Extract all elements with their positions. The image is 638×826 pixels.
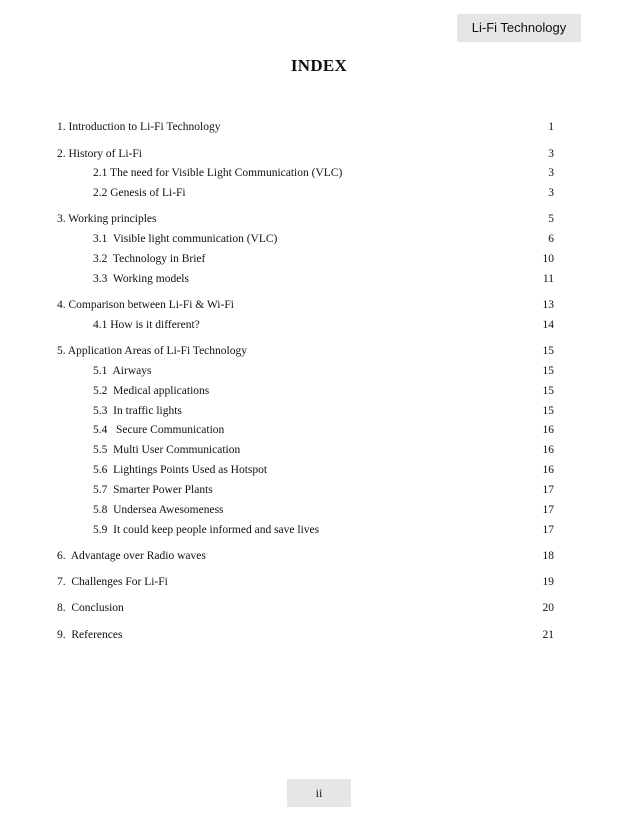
toc-entry-label: 5.3 In traffic lights — [93, 405, 182, 417]
toc-entry-page: 13 — [542, 299, 554, 311]
toc-entry-label: 2. History of Li-Fi — [57, 148, 142, 160]
toc-entry-page: 14 — [542, 319, 554, 331]
toc-entry — [0, 250, 638, 268]
toc-entry-label: 2.2 Genesis of Li-Fi — [93, 187, 186, 199]
toc-entry — [0, 501, 638, 519]
toc-entry-label: 7. Challenges For Li-Fi — [57, 576, 168, 588]
toc-entry-label: 3. Working principles — [57, 213, 157, 225]
toc-entry-label: 5.1 Airways — [93, 365, 152, 377]
running-header: Li-Fi Technology — [457, 14, 581, 42]
toc-entry-page: 15 — [542, 385, 554, 397]
toc-entry-label: 5. Application Areas of Li-Fi Technology — [57, 345, 247, 357]
toc-entry-page: 3 — [548, 167, 554, 179]
page-title: INDEX — [290, 56, 348, 75]
toc-entry — [0, 184, 638, 202]
toc-entry — [0, 547, 638, 565]
toc-entry-page: 1 — [548, 121, 554, 133]
toc-entry-label: 2.1 The need for Visible Light Communication (VLC) — [93, 167, 343, 179]
toc-entry — [0, 599, 638, 617]
toc-entry — [0, 626, 638, 644]
toc-entry-label: 4.1 How is it different? — [93, 319, 200, 331]
toc-entry-page: 16 — [542, 424, 554, 436]
toc-entry-page: 16 — [542, 444, 554, 456]
toc-entry-label: 3.3 Working models — [93, 273, 189, 285]
toc-entry — [0, 521, 638, 539]
toc-entry-page: 20 — [542, 602, 554, 614]
toc-entry-page: 15 — [542, 345, 554, 357]
toc-entry — [0, 573, 638, 591]
toc-entry — [0, 316, 638, 334]
toc-entry-page: 5 — [548, 213, 554, 225]
toc-entry-label: 5.8 Undersea Awesomeness — [93, 504, 224, 516]
toc-entry-page: 15 — [542, 365, 554, 377]
toc-entry-label: 5.6 Lightings Points Used as Hotspot — [93, 464, 268, 476]
toc-entry — [0, 145, 638, 163]
toc-entry-page: 10 — [542, 253, 554, 265]
toc-entry — [0, 402, 638, 420]
toc-entry-label: 3.1 Visible light communication (VLC) — [93, 233, 278, 245]
toc-entry — [0, 296, 638, 314]
toc-entry — [0, 118, 638, 136]
toc-entry-page: 16 — [542, 464, 554, 476]
toc-entry-label: 3.2 Technology in Brief — [93, 253, 206, 265]
toc-entry-label: 1. Introduction to Li-Fi Technology — [57, 121, 221, 133]
toc-entry-label: 9. References — [57, 629, 123, 641]
toc-entry-label: 4. Comparison between Li-Fi & Wi-Fi — [57, 299, 234, 311]
toc-entry-page: 3 — [548, 187, 554, 199]
toc-entry-page: 17 — [542, 484, 554, 496]
toc-entry — [0, 210, 638, 228]
toc-entry — [0, 481, 638, 499]
toc-entry-page: 18 — [542, 550, 554, 562]
toc-entry-page: 17 — [542, 504, 554, 516]
page-number: ii — [287, 779, 351, 807]
toc-entry-page: 11 — [542, 273, 554, 285]
toc-entry — [0, 461, 638, 479]
toc-entry-page: 21 — [542, 629, 554, 641]
toc-entry — [0, 164, 638, 182]
toc-entry — [0, 342, 638, 360]
toc-entry-label: 8. Conclusion — [57, 602, 124, 614]
toc-entry — [0, 230, 638, 248]
toc-entry-label: 6. Advantage over Radio waves — [57, 550, 206, 562]
toc-entry — [0, 382, 638, 400]
toc-entry-label: 5.7 Smarter Power Plants — [93, 484, 213, 496]
toc-entry — [0, 362, 638, 380]
toc-entry-page: 3 — [548, 148, 554, 160]
toc-entry-label: 5.5 Multi User Communication — [93, 444, 241, 456]
toc-entry-page: 19 — [542, 576, 554, 588]
toc-entry-page: 6 — [548, 233, 554, 245]
toc-entry — [0, 421, 638, 439]
toc-entry-label: 5.2 Medical applications — [93, 385, 210, 397]
toc-entry-page: 17 — [542, 524, 554, 536]
toc-entry-label: 5.4 Secure Communication — [93, 424, 225, 436]
toc-entry — [0, 270, 638, 288]
toc-entry — [0, 441, 638, 459]
toc-entry-page: 15 — [542, 405, 554, 417]
toc-entry-label: 5.9 It could keep people informed and save lives — [93, 524, 320, 536]
